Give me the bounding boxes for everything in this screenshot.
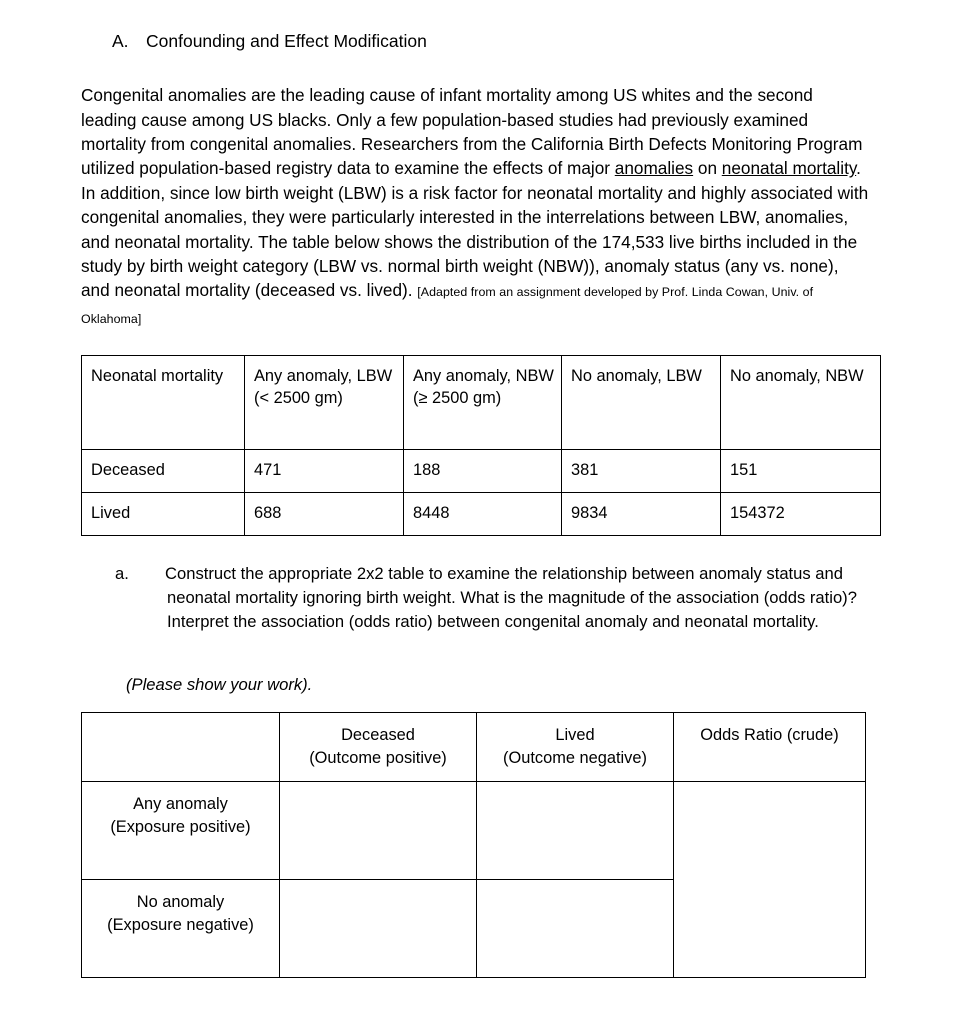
- attribution-note: [Adapted from an assignment developed by Prof. Linda Cowan, Univ. of Oklahoma]: [81, 285, 814, 326]
- header-deceased-line2: (Outcome positive): [309, 749, 447, 767]
- row-label-any-anomaly-line1: Any anomaly: [133, 795, 228, 813]
- row-label-no-anomaly-line1: No anomaly: [136, 893, 225, 911]
- input-cell-any-anomaly-deceased[interactable]: [280, 782, 477, 880]
- page-heading: [112, 30, 427, 52]
- row-label-lived: Lived: [82, 493, 245, 536]
- cell-lived-no-anomaly-nbw: 154372: [721, 493, 881, 536]
- row-label-any-anomaly-line2: (Exposure positive): [110, 818, 251, 836]
- input-cell-odds-ratio-crude[interactable]: [674, 782, 866, 978]
- question-a: [115, 562, 859, 635]
- cell-lived-any-anomaly-nbw: 8448: [404, 493, 562, 536]
- table-header-row: [82, 713, 866, 782]
- underlined-anomalies: anomalies: [614, 158, 694, 179]
- two-by-two-answer-table: [81, 712, 866, 978]
- header-odds-ratio-line1: Odds Ratio (crude): [700, 726, 839, 744]
- table-row: [82, 493, 881, 536]
- header-lived-line1: Lived: [555, 726, 595, 744]
- header-deceased-line1: Deceased: [341, 726, 415, 744]
- cell-deceased-any-anomaly-nbw: 188: [404, 450, 562, 493]
- intro-paragraph: [81, 83, 871, 331]
- table-row: [82, 450, 881, 493]
- header-cell-deceased: [280, 713, 477, 782]
- question-text: Construct the appropriate 2x2 table to examine the relationship between anomaly status and neonatal mortality ignoring birth weight. What is the magnitude of the association (odds ratio)? Interpret the association (odds ratio) between congenital anomaly and neonatal mortality.: [165, 564, 857, 632]
- cell-lived-no-anomaly-lbw: 9834: [562, 493, 721, 536]
- table-header-row: [82, 356, 881, 450]
- cell-deceased-no-anomaly-lbw: 381: [562, 450, 721, 493]
- header-cell-corner: [82, 713, 280, 782]
- header-lived-line2: (Outcome negative): [503, 749, 647, 767]
- header-cell-any-anomaly-nbw: Any anomaly, NBW (≥ 2500 gm): [404, 356, 562, 450]
- show-work-note: (Please show your work).: [126, 675, 313, 694]
- header-cell-no-anomaly-lbw: No anomaly, LBW: [562, 356, 721, 450]
- underlined-neonatal-mortality: neonatal mortality: [721, 158, 857, 179]
- paragraph-segment-1: Congenital anomalies are the leading cause of infant mortality among US whites and the second leading cause among US blacks. Only a few population-based studies had previously examined mortality from congenital anomalies. Researchers from the California Birth Defects Monitoring Program utilized population-based registry data to examine the effects of major: [81, 85, 863, 179]
- header-cell-neonatal-mortality: Neonatal mortality: [82, 356, 245, 450]
- header-cell-odds-ratio: [674, 713, 866, 782]
- heading-text: Confounding and Effect Modification: [146, 31, 427, 51]
- paragraph-segment-2: on: [693, 158, 722, 179]
- row-label-deceased: Deceased: [82, 450, 245, 493]
- header-cell-lived: [477, 713, 674, 782]
- paragraph-segment-3: . In addition, since low birth weight (LBW) is a risk factor for neonatal mortality and highly associated with congenital anomalies, they were particularly interested in the interrelations between LBW, anomalies, and neonatal mortality. The table below shows the distribution of the 174,533 live births included in the study by birth weight category (LBW vs. normal birth weight (NBW)), anomaly status (any vs. none), and neonatal mortality (deceased vs. lived).: [81, 158, 869, 301]
- births-distribution-table: [81, 355, 881, 536]
- row-label-any-anomaly: [82, 782, 280, 880]
- input-cell-any-anomaly-lived[interactable]: [477, 782, 674, 880]
- row-label-no-anomaly: [82, 880, 280, 978]
- cell-lived-any-anomaly-lbw: 688: [245, 493, 404, 536]
- header-cell-no-anomaly-nbw: No anomaly, NBW: [721, 356, 881, 450]
- input-cell-no-anomaly-lived[interactable]: [477, 880, 674, 978]
- question-marker: a.: [115, 564, 129, 583]
- input-cell-no-anomaly-deceased[interactable]: [280, 880, 477, 978]
- header-cell-any-anomaly-lbw: Any anomaly, LBW (< 2500 gm): [245, 356, 404, 450]
- cell-deceased-no-anomaly-nbw: 151: [721, 450, 881, 493]
- heading-letter: A.: [112, 31, 129, 51]
- row-label-no-anomaly-line2: (Exposure negative): [107, 916, 254, 934]
- cell-deceased-any-anomaly-lbw: 471: [245, 450, 404, 493]
- table-row: [82, 782, 866, 880]
